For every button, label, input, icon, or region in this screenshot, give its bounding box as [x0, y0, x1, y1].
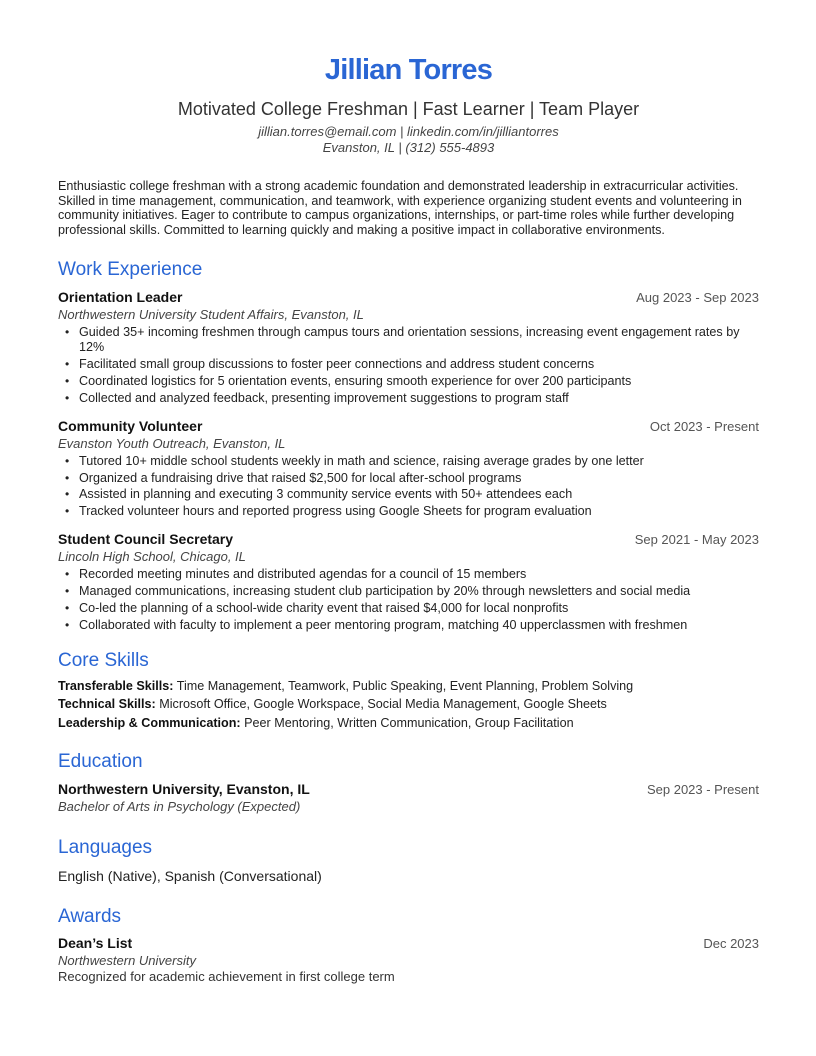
tagline: Motivated College Freshman | Fast Learner | Team Player [177, 99, 640, 119]
skills-list [58, 677, 759, 733]
job-title: Community Volunteer [58, 417, 203, 434]
education-entry [58, 780, 759, 815]
job-entry [58, 530, 759, 633]
section-title-awards: Awards [58, 906, 122, 928]
skill-line [58, 695, 759, 714]
bullet-item: • Guided 35+ incoming freshmen through campus tours and orientation sessions, increasing event engagement rates by 12% [79, 325, 759, 354]
bullet-item: • Assisted in planning and executing 3 community service events with 50+ attendees each [79, 487, 759, 502]
work-experience-section [58, 258, 759, 632]
candidate-name: Jillian Torres [324, 54, 493, 86]
skill-value: Time Management, Teamwork, Public Speaking, Event Planning, Problem Solving [176, 678, 634, 693]
award-name: Dean’s List [58, 935, 133, 952]
awards-section [58, 905, 759, 984]
job-organization: Northwestern University Student Affairs, Evanston, IL [58, 307, 364, 323]
school-name: Northwestern University, Evanston, IL [58, 781, 310, 798]
award-date: Dec 2023 [703, 936, 759, 952]
section-title-education: Education [58, 751, 143, 773]
job-title: Orientation Leader [58, 289, 183, 306]
skill-label: Technical Skills: [58, 697, 156, 712]
bullet-item: • Tutored 10+ middle school students weekly in math and science, raising average grades by one letter [79, 454, 759, 469]
education-header [58, 780, 759, 799]
award-entry [58, 934, 759, 984]
resume-page [58, 52, 759, 984]
job-date: Oct 2023 - Present [649, 418, 759, 434]
skill-value: Microsoft Office, Google Workspace, Social Media Management, Google Sheets [159, 697, 607, 712]
job-header [58, 530, 759, 549]
skill-line [58, 677, 759, 696]
job-organization: Evanston Youth Outreach, Evanston, IL [58, 435, 286, 451]
languages-text: English (Native), Spanish (Conversational) [58, 868, 322, 885]
job-bullets [58, 325, 759, 405]
job-header [58, 417, 759, 436]
education-section [58, 750, 759, 815]
job-date: Aug 2023 - Sep 2023 [636, 290, 759, 306]
award-header [58, 934, 759, 953]
skill-value: Peer Mentoring, Written Communication, Group Facilitation [244, 715, 574, 730]
job-entry [58, 417, 759, 520]
bullet-item: • Organized a fundraising drive that raised $2,500 for local after-school programs [79, 471, 759, 486]
bullet-item: • Recorded meeting minutes and distributed agendas for a council of 15 members [79, 567, 759, 582]
bullet-item: • Co-led the planning of a school-wide charity event that raised $4,000 for local nonprofits [79, 601, 759, 616]
job-bullets [58, 567, 759, 633]
job-organization: Lincoln High School, Chicago, IL [58, 549, 246, 565]
award-organization: Northwestern University [58, 953, 196, 969]
bullet-item: • Tracked volunteer hours and reported progress using Google Sheets for program evaluation [79, 504, 759, 519]
summary: Enthusiastic college freshman with a strong academic foundation and demonstrated leadership in extracurricular activities. Skilled in time management, communication, and teamwork, with experience organizing student events and volunteering in community initiatives. Eager to contribute to campus organizations, internships, or part-time roles while further developing professional skills. Committed to learning quickly and making a positive impact in collaborative environments. [58, 179, 742, 237]
job-date: Sep 2021 - May 2023 [634, 532, 759, 548]
job-title: Student Council Secretary [58, 531, 234, 548]
core-skills-section [58, 649, 759, 733]
contact-line-location-phone: Evanston, IL | (312) 555-4893 [322, 140, 495, 155]
section-title-skills: Core Skills [58, 649, 149, 671]
languages-section [58, 836, 759, 885]
bullet-item: • Collaborated with faculty to implement a peer mentoring program, matching 40 upperclassmen with freshmen [79, 618, 759, 633]
award-description: Recognized for academic achievement in first college term [58, 969, 395, 985]
job-header [58, 288, 759, 307]
bullet-item: • Collected and analyzed feedback, presenting improvement suggestions to program staff [79, 391, 759, 406]
bullet-item: • Facilitated small group discussions to foster peer connections and address student concerns [79, 357, 759, 372]
contact-info [58, 124, 759, 156]
section-title-languages: Languages [58, 837, 153, 859]
bullet-item: • Coordinated logistics for 5 orientation events, ensuring smooth experience for over 200 participants [79, 374, 759, 389]
contact-line-email-linkedin: jillian.torres@email.com | linkedin.com/in/jilliantorres [258, 124, 559, 139]
section-title-work: Work Experience [58, 259, 203, 281]
bullet-item: • Managed communications, increasing student club participation by 20% through newsletters and social media [79, 584, 759, 599]
education-date: Sep 2023 - Present [646, 782, 759, 798]
skill-label: Leadership & Communication: [58, 715, 241, 730]
job-entry [58, 288, 759, 405]
skill-line [58, 714, 759, 733]
job-bullets [58, 454, 759, 520]
skill-label: Transferable Skills: [58, 678, 174, 693]
degree: Bachelor of Arts in Psychology (Expected) [58, 799, 301, 815]
